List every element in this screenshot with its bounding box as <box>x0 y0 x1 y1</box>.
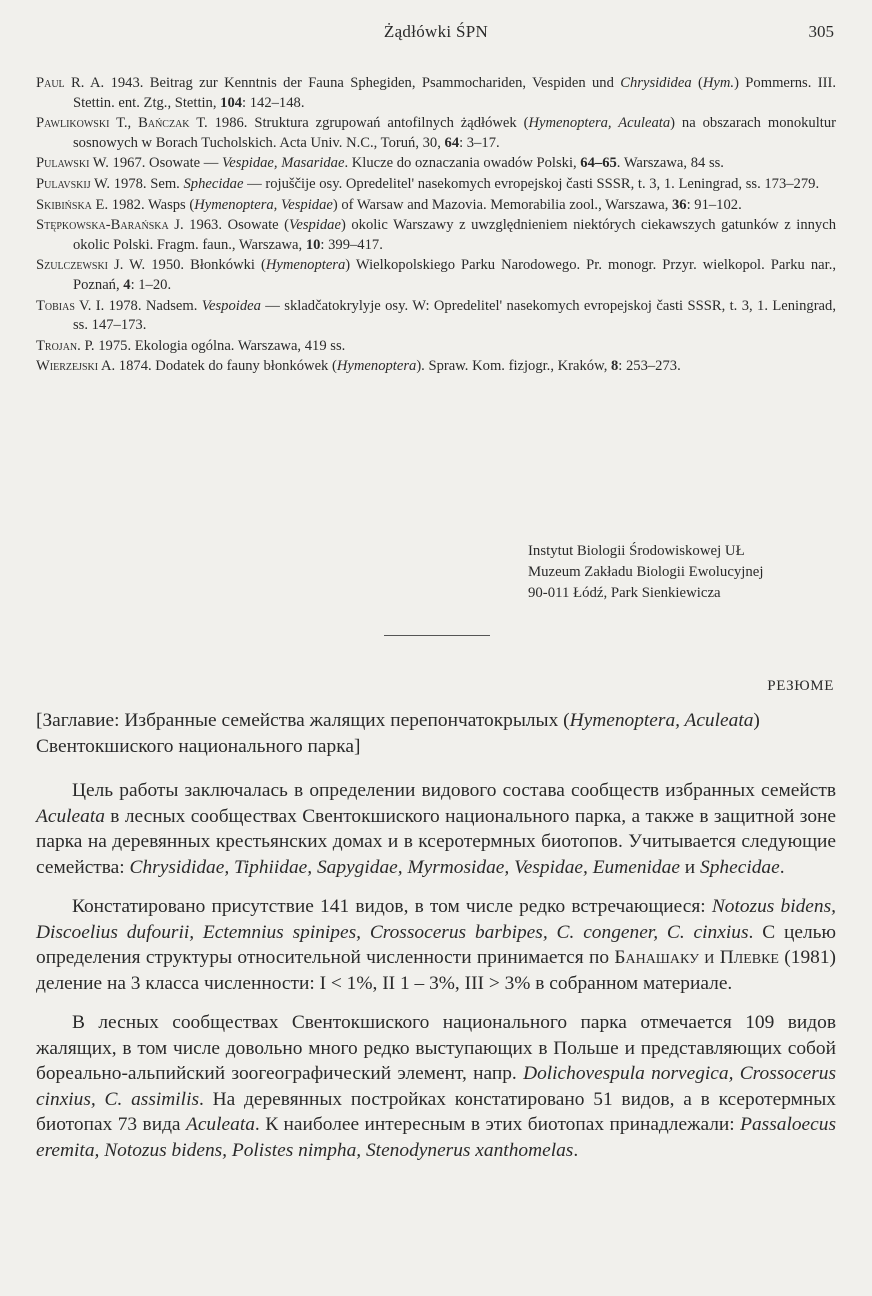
ref-author: Trojan. P. <box>36 337 95 354</box>
ref-volume: 104 <box>220 94 243 111</box>
section-divider <box>384 635 490 636</box>
reference-list <box>36 74 836 378</box>
reference-entry: Tobias V. I. 1978. Nadsem. Vespoidea — skladčatokrylyje osy. W: Opredelitel' nasekomych evropejskoj časti SSSR, t. 3, 1. Leningrad, ss. 147–173. <box>36 297 836 334</box>
reference-entry: Paul R. A. 1943. Beitrag zur Kenntnis der Fauna Sphegiden, Psammochariden, Vespiden und Chrysididea (Hym.) Pommerns. III. Stettin. ent. Ztg., Stettin, 104: 142–148. <box>36 75 836 111</box>
ref-author: Pawlikowski T., Bańczak T. <box>36 115 208 132</box>
ref-author: Pulavskij W. <box>36 175 111 192</box>
ref-volume: 4 <box>123 276 131 293</box>
reference-entry: Wierzejski A. 1874. Dodatek do fauny błonkówek (Hymenoptera). Spraw. Kom. fizjogr., Kraków, 8: 253–273. <box>36 358 681 375</box>
ref-volume: 64 <box>444 134 460 151</box>
address-line: Instytut Biologii Środowiskowej UŁ <box>528 543 745 559</box>
ref-year: 1963. <box>189 217 222 234</box>
reference-entry: Pulawski W. 1967. Osowate — Vespidae, Masaridae. Klucze do oznaczania owadów Polski, 64–65. Warszawa, 84 ss. <box>36 155 724 172</box>
reference-entry: Trojan. P. 1975. Ekologia ogólna. Warszawa, 419 ss. <box>36 337 346 354</box>
summary-title: [Заглавие: Избранные семейства жалящих перепончатокрылых (Hymenoptera, Aculeata) Свентокшиского национального парка] <box>36 710 760 757</box>
reference-entry: Pulavskij W. 1978. Sem. Sphecidae — rojuščije osy. Opredelitel' nasekomych evropejskoj časti SSSR, t. 3, 1. Leningrad, ss. 173–279. <box>36 175 820 192</box>
address-line: Muzeum Zakładu Biologii Ewolucyjnej <box>528 564 764 580</box>
summary-body <box>36 708 836 1177</box>
ref-author: Stępkowska-Barańska J. <box>36 217 184 234</box>
summary-paragraph: Констатировано присутствие 141 видов, в том числе редко встречающиеся: Notozus bidens, Discoelius dufourii, Ectemnius spinipes, Crossocerus barbipes, C. congener, C. cinxius. С целью определения структуры относительной численности принимается по Банашаку и Плевке (1981) деление на 3 класса численности: I < 1%, II 1 – 3%, III > 3% в собранном материале. <box>36 896 837 994</box>
running-title: Żądłówki ŚPN <box>383 22 489 41</box>
ref-author: Szulczewski J. W. <box>36 257 146 274</box>
ref-volume: 36 <box>672 196 687 213</box>
reference-entry: Szulczewski J. W. 1950. Błonkówki (Hymenoptera) Wielkopolskiego Parku Narodowego. Pr. monogr. Przyr. wielkopol. Parku nar., Poznań, 4: 1–20. <box>36 257 836 293</box>
ref-author: Wierzejski A. <box>36 358 116 375</box>
ref-volume: 10 <box>305 236 321 253</box>
summary-heading: РЕЗЮМЕ <box>767 678 834 694</box>
ref-author: Tobias V. I. <box>36 297 105 314</box>
ref-year: 1874. <box>118 358 152 375</box>
summary-paragraph: В лесных сообществах Свентокшиского национального парка отмечается 109 видов жалящих, в том числе довольно много редко выступающих в Польше и представляющих собой бореально-альпийский зоогеографический элемент, напр. Dolichovespula norvegica, Crossocerus cinxius, C. assimilis. На деревянных постройках констатировано 51 видов, а в ксеротермных биотопах 73 вида Aculeata. К наиболее интересным в этих биотопах принадлежали: Passaloecus eremita, Notozus bidens, Polistes nimpha, Stenodynerus xanthomelas. <box>36 1012 837 1161</box>
ref-volume: 64–65 <box>580 155 617 172</box>
summary-paragraph: Цель работы заключалась в определении видового состава сообществ избранных семейств Aculeata в лесных сообществах Свентокшиского национального парка, а также в защитной зоне парка на деревянных крестьянских домах и в ксеротермных биотопов. Учитывается следующие семейства: Chrysididae, Tiphiidae, Sapygidae, Myrmosidae, Vespidae, Eumenidae и Sphecidae. <box>36 780 836 878</box>
ref-year: 1978. <box>113 175 147 192</box>
ref-author: Skibińska E. <box>36 196 109 213</box>
ref-year: 1982. <box>111 196 145 213</box>
ref-year: 1975. <box>98 337 132 354</box>
reference-entry: Skibińska E. 1982. Wasps (Hymenoptera, Vespidae) of Warsaw and Mazovia. Memorabilia zool., Warszawa, 36: 91–102. <box>36 196 742 213</box>
ref-year: 1950. <box>151 257 185 274</box>
ref-year: 1986. <box>214 115 248 132</box>
ref-year: 1967. <box>112 155 146 172</box>
ref-year: 1943. <box>110 75 144 91</box>
reference-entry: Stępkowska-Barańska J. 1963. Osowate (Vespidae) okolic Warszawy z uwzględnieniem niektórych ciekawszych gatunków z innych okolic Polski. Fragm. faun., Warszawa, 10: 399–417. <box>36 217 836 253</box>
ref-author: Pulawski W. <box>36 155 109 172</box>
page-number: 305 <box>808 22 834 41</box>
address-line: 90-011 Łódź, Park Sienkiewicza <box>528 585 721 601</box>
author-address <box>528 541 763 604</box>
ref-author: Paul R. A. <box>36 75 105 91</box>
ref-volume: 8 <box>611 358 619 375</box>
reference-entry: Pawlikowski T., Bańczak T. 1986. Struktura zgrupowań antofilnych żądłówek (Hymenoptera, Aculeata) na obszarach monokultur sosnowych w Borach Tucholskich. Acta Univ. N.C., Toruń, 30, 64: 3–17. <box>36 115 836 151</box>
ref-year: 1978. <box>108 297 142 314</box>
